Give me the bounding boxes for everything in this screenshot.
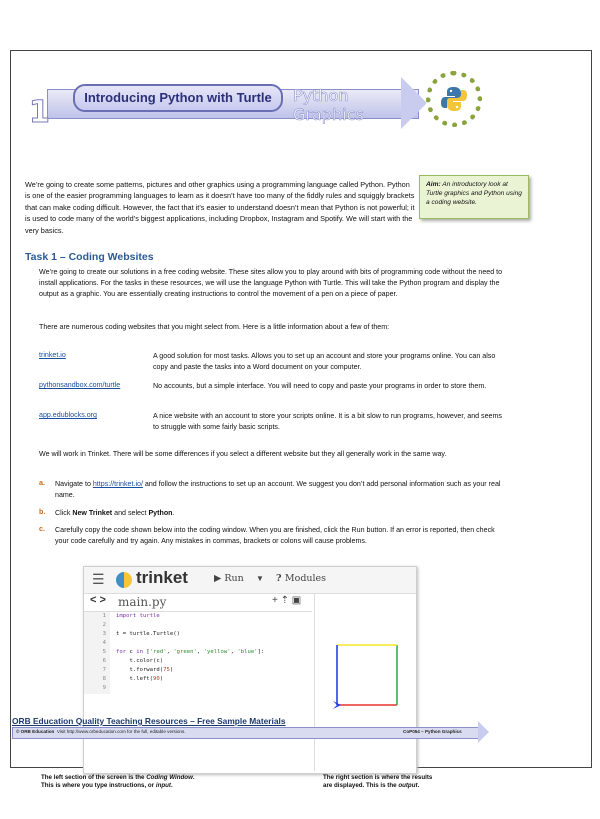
line-number: 6 — [102, 658, 106, 664]
step-b-bold-2: Python — [148, 509, 173, 517]
caption-left-line-2 — [41, 782, 195, 790]
caption-left-line-2-pre: This is where you type instructions, or — [41, 782, 156, 790]
caption-left-line-2-post: . — [170, 782, 173, 790]
line-number: 9 — [102, 685, 106, 691]
modules-button[interactable] — [276, 573, 326, 584]
task-heading: Task 1 – Coding Websites — [25, 251, 154, 263]
task-paragraph-2: There are numerous coding websites that you might select from. Here is a little information about a few of them: — [39, 323, 390, 331]
step-b — [55, 508, 507, 519]
coding-window[interactable] — [84, 612, 312, 772]
code-line: t.left(90) — [116, 676, 164, 682]
step-a-text-post: and follow the instructions to set up an account. We suggest you don’t add personal information such as your real name. — [55, 480, 501, 499]
code-line: t.forward(75) — [116, 667, 174, 673]
line-number: 7 — [102, 667, 106, 673]
code-line: t = turtle.Turtle() — [116, 631, 180, 637]
trinket-url-link[interactable]: https://trinket.io/ — [92, 480, 143, 488]
play-icon: ▶ — [214, 573, 225, 584]
task-paragraph-3: We will work in Trinket. There will be some differences if you select a different website but they all generally work in the same way. — [39, 450, 447, 458]
footer-visit: Visit http://www.orbeducation.com for the full, editable versions. — [56, 729, 186, 734]
trinket-brand: trinket — [136, 568, 188, 587]
caption-right-line-2-em: output — [398, 782, 418, 790]
file-tab[interactable]: main.py — [118, 595, 167, 609]
step-a — [55, 479, 507, 501]
turtle-output-canvas — [315, 593, 415, 771]
step-letter-a: a. — [39, 479, 45, 487]
footer-title: ORB Education Quality Teaching Resources – Free Sample Materials — [12, 716, 286, 726]
footer-arrow — [478, 721, 489, 743]
line-number: 5 — [102, 649, 106, 655]
page-title: Introducing Python with Turtle — [73, 84, 283, 112]
trinket-logo-icon — [116, 572, 132, 588]
code-line: for c in ['red', 'green', 'yellow', 'blue']: — [116, 649, 265, 655]
footer-left — [16, 729, 186, 734]
output-window — [314, 593, 415, 771]
nav-arrows-icon[interactable]: < > — [90, 594, 106, 606]
caption-left — [41, 774, 195, 791]
step-b-bold-1: New Trinket — [72, 509, 113, 517]
step-b-text-pre: Click — [55, 509, 73, 517]
add-file-icon[interactable]: + — [272, 595, 278, 606]
caption-right-line-2 — [323, 782, 432, 790]
footer-code: CoP054 – Python Graphics — [403, 729, 462, 734]
caption-left-line-1-pre: The left section of the screen is the — [41, 774, 147, 781]
caption-left-line-1-em: Coding Window — [146, 774, 193, 781]
caption-left-line-1 — [41, 774, 195, 782]
caption-left-line-2-em: input — [155, 782, 171, 790]
upload-icon[interactable]: ⇡ — [280, 595, 290, 606]
caption-right-line-1: The right section is where the results — [323, 774, 433, 781]
run-label: Run — [224, 573, 244, 584]
page-subtitle: Python Graphics — [293, 86, 364, 124]
intro-paragraph: We’re going to create some patterns, pictures and other graphics using a programming language called Python. Python is one of the easier programming languages to learn as it doesn’t have too many of the fiddly rules and squiggly brackets that can make coding difficult. However, the fact that it’s easier to understand doesn’t mean that Python is not powerful; it is used to code many of the world’s biggest applications, including Dropbox, Instagram and Spotify. We will start with the very basics. — [25, 180, 415, 235]
footer-copyright: © ORB Education — [16, 729, 55, 734]
file-actions — [272, 595, 301, 606]
line-number: 2 — [102, 622, 106, 628]
modules-label: Modules — [284, 573, 327, 584]
header-banner — [29, 79, 417, 130]
caption-right-line-2-post: . — [417, 782, 420, 790]
line-number: 8 — [102, 676, 106, 682]
lesson-number: 1 — [29, 95, 50, 130]
step-b-text-mid: and select — [112, 509, 149, 517]
image-icon[interactable]: ▣ — [291, 595, 302, 606]
site-desc-trinket: A good solution for most tasks. Allows you to set up an account and store your programs online. You can also copy and paste the tasks into a Word document on your computer. — [153, 352, 496, 371]
site-link-trinket[interactable]: trinket.io — [39, 351, 66, 359]
hamburger-menu-icon[interactable]: ☰ — [92, 571, 105, 587]
site-desc-pythonsandbox: No accounts, but a simple interface. You will need to copy and paste your programs in order to store them. — [153, 382, 487, 390]
aim-label: Aim: — [426, 181, 441, 188]
aim-box — [419, 175, 529, 219]
caption-right — [323, 774, 432, 791]
site-link-pythonsandbox[interactable]: pythonsandbox.com/turtle — [39, 381, 121, 389]
task-paragraph-1: We’re going to create our solutions in a free coding website. These sites allow you to play around with bits of programming code without the need to install applications. For the tasks in these resources, we will use the language Python with Turtle. This will take the Python program and display the output as a graphic. You are essentially creating instructions to control the movement of a pen on a piece of paper. — [39, 268, 503, 299]
line-number: 3 — [102, 631, 106, 637]
aim-text: An introductory look at Turtle graphics and Python using a coding website. — [426, 181, 522, 206]
python-logo-icon — [426, 71, 482, 127]
question-icon: ? — [276, 573, 285, 584]
caption-left-line-1-post: . — [192, 774, 195, 781]
line-number: 4 — [102, 640, 106, 646]
trinket-screenshot — [83, 566, 417, 774]
step-letter-b: b. — [39, 508, 46, 516]
line-number: 1 — [102, 613, 106, 619]
step-a-text-pre: Navigate to — [55, 480, 93, 488]
file-tab-bar — [84, 593, 312, 612]
document-page — [10, 50, 592, 790]
run-button[interactable] — [214, 573, 244, 584]
chevron-down-icon[interactable]: ▼ — [256, 574, 264, 583]
code-line: import turtle — [116, 613, 160, 619]
step-b-text-post: . — [172, 509, 175, 517]
step-c: Carefully copy the code shown below into the coding window. When you are finished, click the Run button. If an error is reported, then check your code carefully and try again. Any mistakes in commas, brackets or colons will cause problems. — [55, 526, 495, 545]
site-desc-edublocks: A nice website with an account to store your scripts online. It is a bit slow to run programs, however, and seems to struggle with some fairly basic scripts. — [153, 412, 502, 431]
trinket-toolbar — [84, 567, 416, 594]
site-link-edublocks[interactable]: app.edublocks.org — [39, 411, 97, 419]
code-line: t.color(c) — [116, 658, 164, 664]
caption-right-line-2-pre: are displayed. This is the — [323, 782, 399, 790]
step-letter-c: c. — [39, 525, 45, 533]
